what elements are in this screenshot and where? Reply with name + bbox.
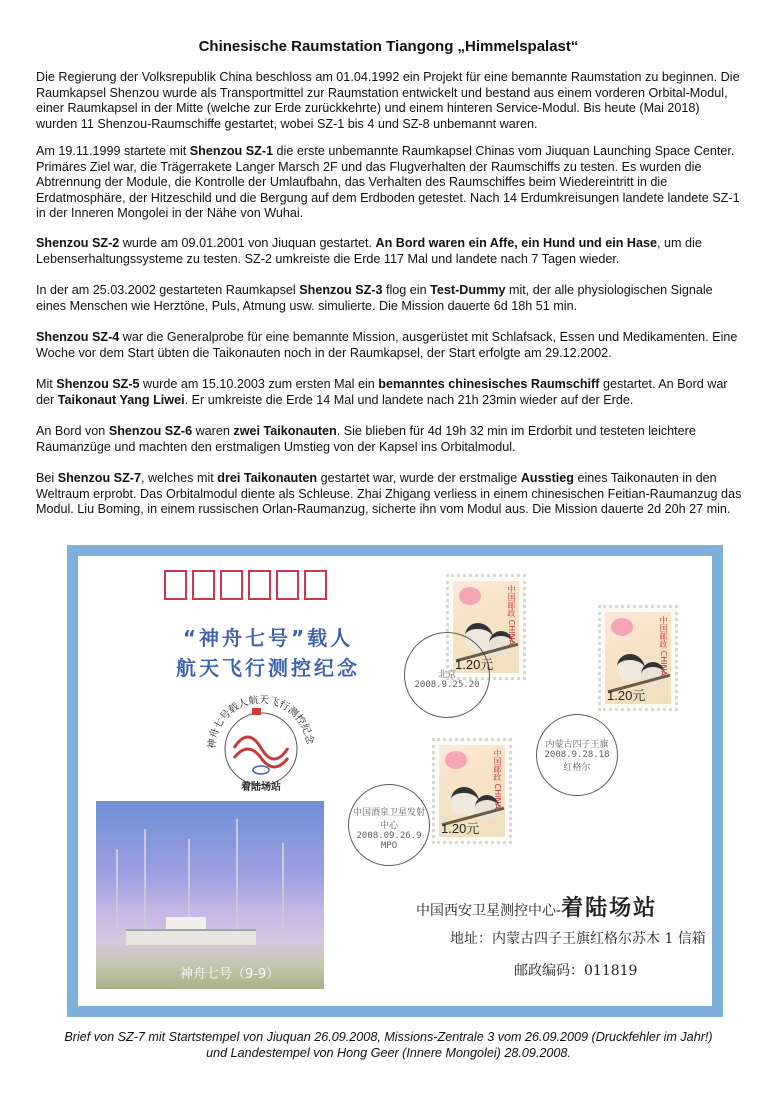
paragraph-sz2 xyxy=(36,236,742,267)
sz2-crew: An Bord waren ein Affe, ein Hund und ein Hase xyxy=(375,236,658,250)
stamp-country-label: 中国邮政 CHINA xyxy=(659,616,668,676)
sz4-text-b: war die Generalprobe für eine bemannte Mission, ausgerüstet mit Schlafsack, Essen und Medikamenten. Eine Woche vor dem Start übten die Taikonauten noch in der Raumkapsel, der Start erfolgte am 29.12.2002. xyxy=(36,330,738,360)
postcode-box xyxy=(304,570,327,600)
sz6-text-a: An Bord von xyxy=(36,424,109,438)
postcode-box xyxy=(220,570,243,600)
sz5-text-c: wurde am 15.10.2003 zum ersten Mal ein xyxy=(139,377,379,391)
landing-site-photo xyxy=(96,801,324,989)
emblem-label: 着陆场站 xyxy=(241,782,281,793)
sender-station: 着陆场站 xyxy=(561,896,658,921)
sz7-eva: Ausstieg xyxy=(520,471,574,485)
sz2-text-d: , um die Lebenserhaltungssysteme zu testen. SZ-2 umkreiste die Erde 117 Mal und landete nach 7 Tagen wieder. xyxy=(36,236,702,266)
postmark-launch-text: 中国酒泉卫星发射中心 2008.09.26.9 MPO xyxy=(353,808,426,851)
stamp-value: 1.20元 xyxy=(455,657,494,672)
stamp-value: 1.20元 xyxy=(441,821,480,836)
cover-title-line2: 航天飞行测控纪念 xyxy=(176,656,360,680)
sz7-text-a: Bei xyxy=(36,471,58,485)
bird-stamp xyxy=(598,605,678,711)
mission-emblem-icon xyxy=(198,686,324,812)
sz6-crew: zwei Taikonauten xyxy=(233,424,337,438)
stamp-value: 1.20元 xyxy=(607,688,646,703)
paragraph-intro: Die Regierung der Volksrepublik China beschloss am 01.04.1992 ein Projekt für eine bemannte Raumstation zu beginnen. Die Raumkapsel Shenzou wurde als Transportmittel zur Raumstation entwickelt und bestand aus einem vorderen Orbital-Modul, einer Raumkapsel in der Mitte (welche zur Erde zurückkehrte) und einem hinteren Service-Modul. Bis heute (Mai 2018) wurden 11 Shenzou-Raumschiffe gestartet, wobei SZ-1 bis 4 und SZ-8 unbemannt waren. xyxy=(36,70,740,131)
bird-stamp xyxy=(432,738,512,844)
postmark-landing xyxy=(536,714,618,796)
sz1-name: Shenzou SZ-1 xyxy=(189,144,274,158)
sz4-name: Shenzou SZ-4 xyxy=(36,330,120,344)
sz7-text-c: , welches mit xyxy=(140,471,218,485)
sz7-crew: drei Taikonauten xyxy=(217,471,318,485)
sz3-text-a: In der am 25.03.2002 gestarteten Raumkapsel xyxy=(36,283,300,297)
postcode-box xyxy=(192,570,215,600)
sz7-text-g: eines Taikonauten in den Weltraum erprobt. Das Orbitalmodul diente als Schleuse. Zhai Zhigang verliess in einem chinesischen Feitian-Raumanzug das Modul. Liu Boming, in einem russischen Orlan-Raumanzug, sicherte ihn vom Modul aus. Die Mission dauerte 2d 20h 27 min. xyxy=(36,471,742,517)
postmark-beijing xyxy=(404,632,490,718)
sender-postcode: 邮政编码：011819 xyxy=(514,963,638,979)
postcode-box xyxy=(248,570,271,600)
stamp-country-label: 中国邮政 CHINA xyxy=(493,749,502,809)
sz6-text-c: waren xyxy=(192,424,234,438)
sz1-text-c: die erste unbemannte Raumkapsel Chinas vom Jiuquan Launching Space Center. Primäres Ziel war, die Trägerrakete Langer Marsch 2F und das Flugverhalten der Raumschiffs zu testen. Es wurden die Abtrennung der Module, die Kontrolle der Umlaufbahn, das Verhalten des Raumschiffes beim Wiedereintritt in die Erdatmosphäre, der Hitzeschild und die Bergung auf dem Erdboden getestet. Nach 14 Erdumkreisungen landete landete SZ-1 in der Inneren Mongolei in der Nähe von Wuhai. xyxy=(36,144,740,221)
sz7-name: Shenzou SZ-7 xyxy=(57,471,141,485)
emblem-ring-text: 神舟七号载人航天飞行测控纪念 xyxy=(206,694,315,750)
page-title: Chinesische Raumstation Tiangong „Himmelspalast“ xyxy=(198,38,579,55)
sz3-text-c: flog ein xyxy=(382,283,431,297)
postcode-boxes xyxy=(164,570,327,600)
image-caption xyxy=(0,1030,777,1061)
sz2-text-b: wurde am 09.01.2001 von Jiuquan gestartet. xyxy=(119,236,376,250)
paragraph-sz3 xyxy=(36,283,742,314)
sender-line xyxy=(416,891,657,922)
caption-line-1: Brief von SZ-7 mit Startstempel von Jiuquan 26.09.2008, Missions-Zentrale 3 vom 26.09.2009 (Druckfehler im Jahr!) xyxy=(64,1030,713,1044)
postmark-beijing-text: 北京 2008.9.25.20 xyxy=(414,670,480,690)
sz5-name: Shenzou SZ-5 xyxy=(56,377,140,391)
sz7-text-e: gestartet war, wurde der erstmalige xyxy=(317,471,521,485)
sz3-dummy: Test-Dummy xyxy=(430,283,506,297)
sz5-text-e: gestartet. An Bord war der xyxy=(36,377,728,407)
photo-caption: 神舟七号（9-9） xyxy=(180,967,280,982)
paragraph-sz1 xyxy=(36,144,742,222)
cover-title-line1: “神舟七号”载人 xyxy=(182,626,354,650)
cover-envelope-image xyxy=(67,545,723,1017)
paragraph-sz5 xyxy=(36,377,742,408)
sender-prefix: 中国西安卫星测控中心- xyxy=(416,903,562,919)
svg-text:神舟七号载人航天飞行测控纪念 xyxy=(205,693,317,749)
postmark-launch xyxy=(348,784,430,866)
sz2-name: Shenzou SZ-2 xyxy=(36,236,120,250)
paragraph-sz4 xyxy=(36,330,742,361)
sz3-text-e: mit, der alle physiologischen Signale eines Menschen wie Herztöne, Puls, Atmung usw. simulierte. Die Mission dauerte 6d 18h 51 min. xyxy=(36,283,713,313)
postcode-box xyxy=(164,570,187,600)
sz1-text-a: Am 19.11.1999 startete mit xyxy=(36,144,190,158)
sz6-name: Shenzou SZ-6 xyxy=(108,424,193,438)
postcode-box xyxy=(276,570,299,600)
postmark-landing-text: 内蒙古四子王旗 2008.9.28.18 红格尔 xyxy=(544,740,610,773)
stamp-country-label: 中国邮政 CHINA xyxy=(507,585,516,645)
sz3-name: Shenzou SZ-3 xyxy=(299,283,383,297)
sender-address: 地址：内蒙古四子王旗红格尔苏木 1 信箱 xyxy=(450,931,706,947)
paragraph-sz6 xyxy=(36,424,742,455)
caption-line-2: und Landestempel von Hong Geer (Innere Mongolei) 28.09.2008. xyxy=(206,1045,571,1060)
sz5-manned: bemanntes chinesisches Raumschiff xyxy=(378,377,600,391)
sz5-text-g: . Er umkreiste die Erde 14 Mal und landete nach 21h 23min wieder auf der Erde. xyxy=(184,392,634,407)
sz5-text-a: Mit xyxy=(36,377,57,391)
paragraph-sz7 xyxy=(36,471,742,518)
sz5-taikonaut: Taikonaut Yang Liwei xyxy=(57,392,185,407)
sz6-text-e: . Sie blieben für 4d 19h 32 min im Erdorbit und testeten leichtere Raumanzüge und machten den erstmaligen Umstieg von der Kapsel ins Orbitalmodul. xyxy=(36,424,696,454)
